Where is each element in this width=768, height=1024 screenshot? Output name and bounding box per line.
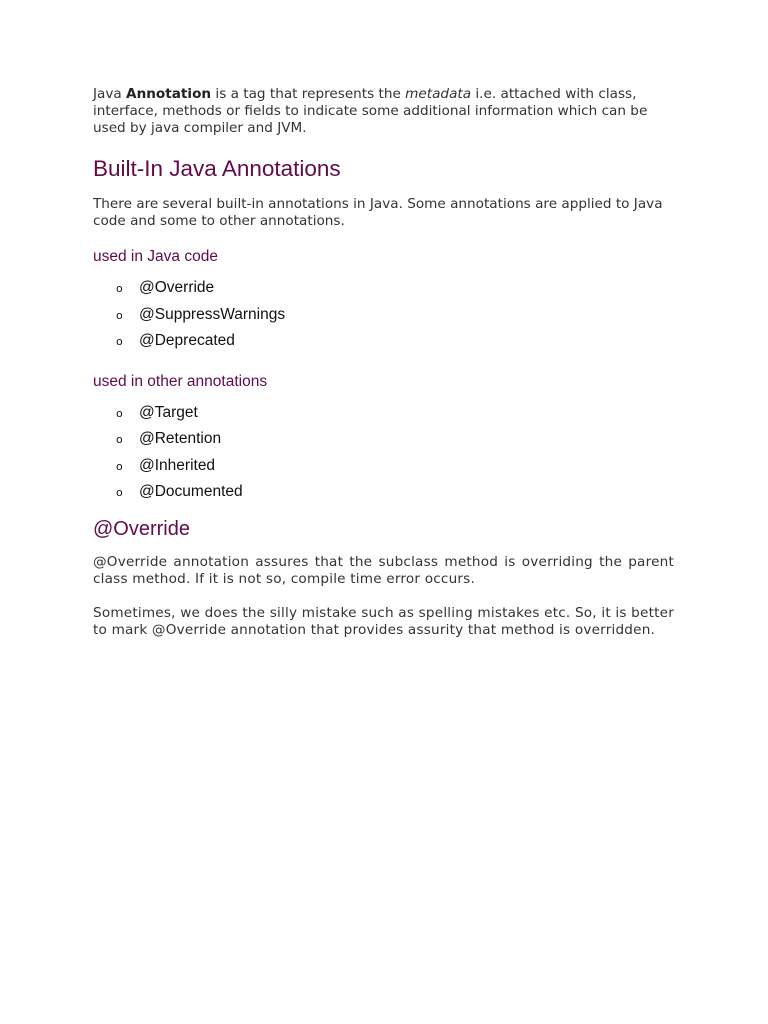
other-annotations-list	[93, 404, 674, 510]
override-paragraph-1: @Override annotation assures that the subclass method is overriding the parent class method. If it is not so, compile time error occurs.	[93, 553, 674, 587]
intro-italic-term: metadata	[405, 86, 472, 102]
hollow-bullet-icon: o	[116, 486, 123, 499]
intro-text-3: i.e. attached with class, interface, methods or fields to indicate some additional information which can be used by java compiler and JVM.	[93, 86, 648, 136]
override-paragraph-2: Sometimes, we does the silly mistake such as spelling mistakes etc. So, it is better to mark @Override annotation that provides assurity that method is overridden.	[93, 604, 674, 638]
list-item-label: @Deprecated	[139, 332, 235, 349]
list-item	[93, 306, 674, 333]
intro-text-1: Java	[93, 86, 127, 102]
document-page	[93, 86, 674, 639]
hollow-bullet-icon: o	[116, 406, 123, 420]
list-item-label: @Retention	[139, 430, 222, 447]
list-item	[93, 404, 674, 431]
java-code-annotation-list	[93, 279, 674, 359]
hollow-bullet-icon: o	[116, 335, 123, 348]
hollow-bullet-icon: o	[116, 459, 123, 473]
other-annotations-subheading: used in other annotations	[93, 372, 268, 390]
hollow-bullet-icon: o	[116, 282, 123, 295]
list-item-label: @Documented	[139, 483, 243, 500]
list-item-label: @Target	[139, 403, 198, 421]
list-item-label: @Inherited	[139, 456, 216, 474]
list-item	[93, 483, 674, 510]
list-item-label: @SuppressWarnings	[139, 305, 286, 323]
java-code-subheading: used in Java code	[93, 248, 218, 265]
builtin-description: There are several built-in annotations in Java. Some annotations are applied to Java code and some to other annotations.	[93, 196, 663, 229]
list-item-label: @Override	[139, 279, 215, 296]
intro-text-2: is a tag that represents the	[211, 86, 406, 102]
hollow-bullet-icon: o	[116, 308, 123, 322]
list-item	[93, 430, 674, 457]
override-heading: @Override	[93, 517, 190, 540]
list-item	[93, 457, 674, 484]
builtin-annotations-heading: Built-In Java Annotations	[93, 156, 341, 181]
hollow-bullet-icon: o	[116, 433, 123, 446]
list-item	[93, 332, 674, 359]
intro-paragraph	[93, 86, 674, 137]
intro-bold-term: Annotation	[126, 86, 212, 102]
list-item	[93, 279, 674, 306]
